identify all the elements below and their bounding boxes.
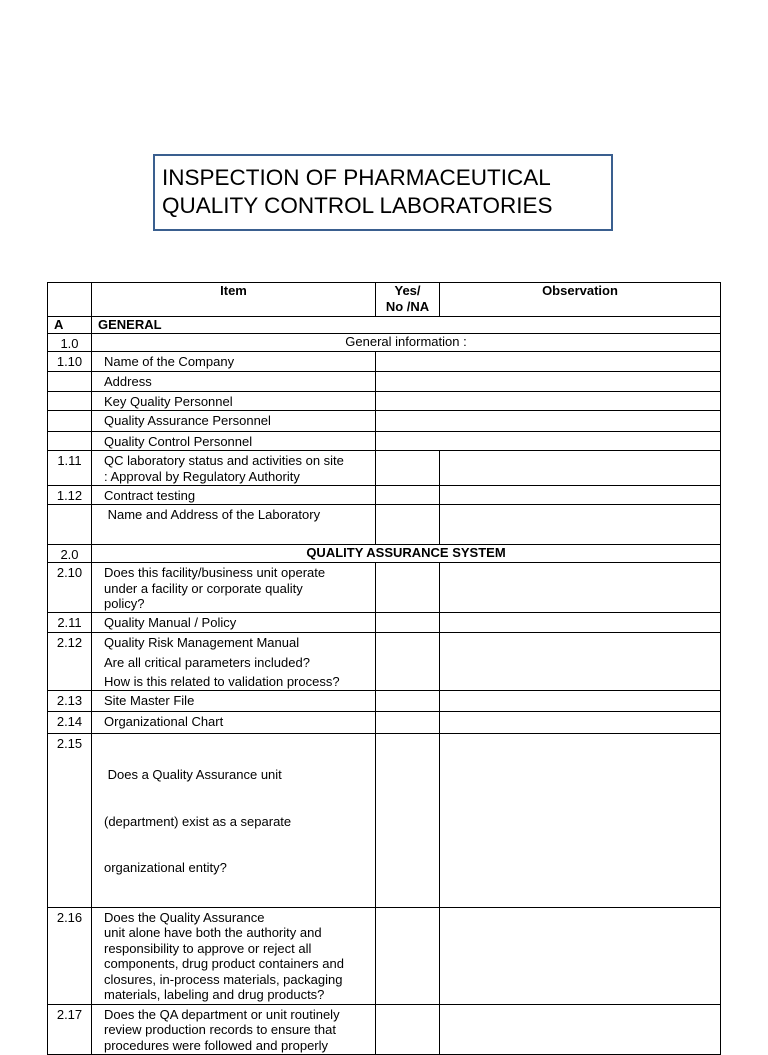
section-2-number: 2.0: [48, 544, 92, 563]
table-row: [48, 504, 721, 544]
item-quality-assurance-personnel: Quality Assurance Personnel: [92, 411, 376, 432]
yes-no-na-cell[interactable]: [376, 907, 440, 1004]
table-row: [48, 352, 721, 372]
table-row: [48, 712, 721, 734]
item-line: Quality Risk Management Manual: [104, 635, 300, 650]
header-yes-line-2: No /NA: [385, 298, 430, 314]
answer-cell[interactable]: [376, 392, 721, 411]
item-quality-manual: Quality Manual / Policy: [92, 613, 376, 633]
row-number: 2.11: [48, 613, 92, 633]
item-line: under a facility or corporate quality: [104, 580, 303, 596]
header-yes-no-na: [376, 283, 440, 317]
document-title-line-2: QUALITY CONTROL LABORATORIES: [162, 193, 553, 218]
row-number: [48, 392, 92, 411]
row-number: 2.13: [48, 691, 92, 712]
row-number: [48, 504, 92, 544]
header-observation: Observation: [440, 283, 721, 317]
table-row: [48, 411, 721, 432]
yes-no-na-cell[interactable]: [376, 1004, 440, 1054]
section-a-row: [48, 317, 721, 334]
table-row: [48, 734, 721, 908]
table-row: [48, 372, 721, 392]
yes-no-na-cell[interactable]: [376, 504, 440, 544]
table-row: [48, 691, 721, 712]
answer-cell[interactable]: [376, 432, 721, 451]
section-1-title: General information :: [92, 333, 721, 352]
observation-cell[interactable]: [440, 712, 721, 734]
answer-cell[interactable]: [376, 352, 721, 372]
item-line: unit alone have both the authority and: [104, 925, 322, 940]
item-line: policy?: [104, 596, 145, 611]
item-facility-quality-policy: [92, 563, 376, 613]
item-qa-review-production-records: [92, 1004, 376, 1054]
item-line: closures, in-process materials, packaging: [104, 971, 343, 987]
row-number: [48, 372, 92, 392]
item-line: Does this facility/business unit operate: [104, 565, 326, 580]
section-a-label: A: [48, 317, 92, 334]
row-number: [48, 432, 92, 451]
observation-cell[interactable]: [440, 451, 721, 486]
observation-cell[interactable]: [440, 504, 721, 544]
yes-no-na-cell[interactable]: [376, 563, 440, 613]
table-row: [48, 1004, 721, 1054]
item-line: procedures were followed and properly: [104, 1037, 329, 1053]
section-1-row: [48, 333, 721, 352]
section-a-title: GENERAL: [92, 317, 721, 334]
row-number: 2.14: [48, 712, 92, 734]
row-number: 2.16: [48, 907, 92, 1004]
row-number: 2.12: [48, 633, 92, 691]
row-number: [48, 411, 92, 432]
row-number: 1.12: [48, 486, 92, 505]
table-row: [48, 613, 721, 633]
item-line: organizational entity?: [104, 860, 227, 875]
table-row: [48, 486, 721, 505]
observation-cell[interactable]: [440, 633, 721, 691]
yes-no-na-cell[interactable]: [376, 451, 440, 486]
inspection-checklist-table: [47, 282, 721, 1055]
table-row: [48, 451, 721, 486]
table-row: [48, 907, 721, 1004]
item-organizational-chart: Organizational Chart: [92, 712, 376, 734]
item-contract-testing: Contract testing: [92, 486, 376, 505]
table-row: [48, 392, 721, 411]
header-yes-line-1: Yes/: [394, 283, 421, 298]
item-line: : Approval by Regulatory Authority: [104, 468, 300, 484]
item-line: Does a Quality Assurance unit: [104, 767, 282, 782]
item-qa-authority: [92, 907, 376, 1004]
row-number: 2.10: [48, 563, 92, 613]
document-title-box: [153, 154, 613, 231]
observation-cell[interactable]: [440, 734, 721, 908]
item-qa-unit-entity: [92, 734, 376, 908]
item-line: QC laboratory status and activities on site: [104, 453, 344, 468]
document-title-line-1: INSPECTION OF PHARMACEUTICAL: [162, 165, 551, 190]
observation-cell[interactable]: [440, 486, 721, 505]
item-line: components, drug product containers and: [104, 956, 344, 971]
yes-no-na-cell[interactable]: [376, 486, 440, 505]
item-quality-risk-management: [92, 633, 376, 691]
observation-cell[interactable]: [440, 691, 721, 712]
observation-cell[interactable]: [440, 1004, 721, 1054]
item-name-of-company: Name of the Company: [92, 352, 376, 372]
section-2-row: [48, 544, 721, 563]
item-key-quality-personnel: Key Quality Personnel: [92, 392, 376, 411]
item-line: Does the QA department or unit routinely: [104, 1006, 340, 1022]
observation-cell[interactable]: [440, 563, 721, 613]
yes-no-na-cell[interactable]: [376, 633, 440, 691]
item-quality-control-personnel: Quality Control Personnel: [92, 432, 376, 451]
section-2-title: QUALITY ASSURANCE SYSTEM: [92, 544, 721, 563]
item-line: review production records to ensure that: [104, 1022, 336, 1037]
item-address: Address: [92, 372, 376, 392]
yes-no-na-cell[interactable]: [376, 613, 440, 633]
table-row: [48, 633, 721, 691]
yes-no-na-cell[interactable]: [376, 691, 440, 712]
row-number: 1.11: [48, 451, 92, 486]
item-line: How is this related to validation process?: [104, 674, 340, 689]
item-site-master-file: Site Master File: [92, 691, 376, 712]
observation-cell[interactable]: [440, 613, 721, 633]
section-1-number: 1.0: [48, 333, 92, 352]
table-row: [48, 432, 721, 451]
item-qc-laboratory-status: [92, 451, 376, 486]
row-number: 1.10: [48, 352, 92, 372]
item-line: responsibility to approve or reject all: [104, 940, 312, 956]
item-laboratory-name-address: Name and Address of the Laboratory: [92, 504, 376, 544]
row-number: 2.17: [48, 1004, 92, 1054]
header-item: Item: [92, 283, 376, 317]
header-number-cell: [48, 283, 92, 317]
table-row: [48, 563, 721, 613]
yes-no-na-cell[interactable]: [376, 734, 440, 908]
item-line: Are all critical parameters included?: [104, 654, 310, 670]
header-row: [48, 283, 721, 317]
item-line: Does the Quality Assurance: [104, 909, 265, 925]
item-line: (department) exist as a separate: [104, 813, 292, 829]
item-line: materials, labeling and drug products?: [104, 987, 325, 1002]
observation-cell[interactable]: [440, 907, 721, 1004]
answer-cell[interactable]: [376, 411, 721, 432]
yes-no-na-cell[interactable]: [376, 712, 440, 734]
answer-cell[interactable]: [376, 372, 721, 392]
row-number: 2.15: [48, 734, 92, 908]
